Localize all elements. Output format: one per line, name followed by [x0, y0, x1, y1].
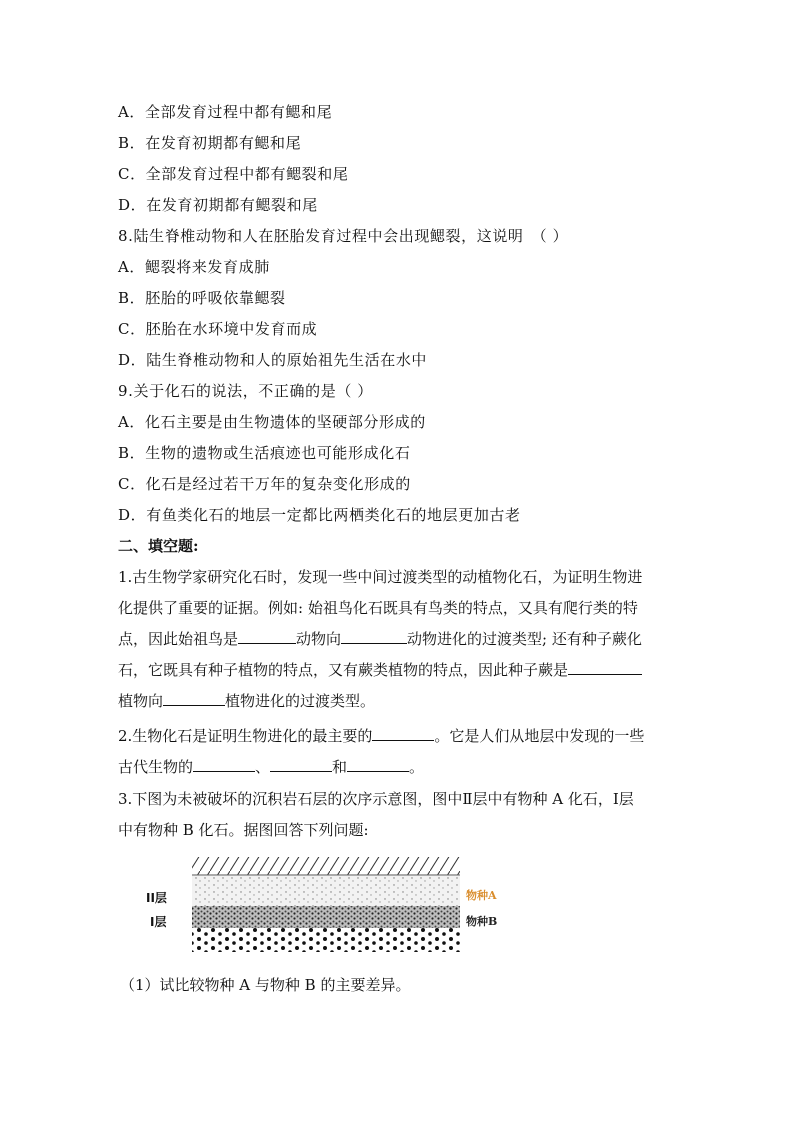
q9-option-a: A．化石主要是由生物遗体的坚硬部分形成的: [118, 413, 426, 431]
fill1-line1: 1.古生物学家研究化石时，发现一些中间过渡类型的动植物化石，为证明生物进: [118, 568, 643, 586]
fill2-blank-3[interactable]: [270, 757, 332, 772]
fill1-line3-text-c: 动物进化的过渡类型; 还有种子蕨化: [407, 630, 642, 648]
q9-stem: 9.关于化石的说法，不正确的是（ ）: [118, 382, 373, 400]
layer-2-label: II层: [146, 891, 167, 905]
fill1-line5: [118, 691, 375, 711]
fill2-blank-1[interactable]: [372, 726, 434, 741]
fill1-line4-text: 石，它既具有种子植物的特点，又有蕨类植物的特点，因此种子蕨是: [118, 661, 569, 679]
layer-2-texture: [192, 876, 460, 906]
fill2-line1-text-a: 2.生物化石是证明生物进化的最主要的: [118, 727, 373, 745]
fill2-line2-sep: 、: [255, 758, 271, 776]
fill3-line2: 中有物种 B 化石。据图回答下列问题:: [118, 821, 369, 839]
species-a-label: 物种A: [466, 889, 497, 902]
fill2-line2-text-a: 古代生物的: [118, 758, 194, 776]
fill1-line4: [118, 660, 642, 680]
q7-option-d: D．在发育初期都有鳃裂和尾: [118, 196, 318, 214]
fill1-line3-text-b: 动物向: [296, 630, 342, 648]
rock-layer-diagram: [140, 855, 520, 955]
fill1-line2: 化提供了重要的证据。例如: 始祖鸟化石既具有鸟类的特点，又具有爬行类的特: [118, 599, 638, 617]
fill1-line5-text-b: 植物进化的过渡类型。: [225, 692, 376, 710]
top-hatched-layer: [192, 857, 460, 875]
fill1-blank-2[interactable]: [341, 629, 407, 644]
q7-option-a: A．全部发育过程中都有鳃和尾: [118, 103, 333, 121]
q8-option-a: A．鳃裂将来发育成肺: [118, 258, 270, 276]
fill2-blank-4[interactable]: [347, 757, 409, 772]
fill1-line3-text-a: 点，因此始祖鸟是: [118, 630, 239, 648]
q8-option-c: C．胚胎在水环境中发育而成: [118, 320, 318, 338]
q8-option-d: D．陆生脊椎动物和人的原始祖先生活在水中: [118, 351, 428, 369]
q9-option-c: C．化石是经过若干万年的复杂变化形成的: [118, 475, 411, 493]
q9-option-d: D．有鱼类化石的地层一定都比两栖类化石的地层更加古老: [118, 506, 521, 524]
fill3-line1: 3.下图为未被破坏的沉积岩石层的次序示意图，图中Ⅱ层中有物种 A 化石，Ⅰ层: [118, 790, 634, 808]
q3-sub1: （1）试比较物种 A 与物种 B 的主要差异。: [120, 976, 411, 994]
layer-1-label: I层: [150, 915, 167, 929]
fill1-blank-3[interactable]: [568, 660, 642, 675]
fill2-line2: [118, 757, 424, 777]
q7-option-c: C．全部发育过程中都有鳃裂和尾: [118, 165, 349, 183]
fill1-line3: [118, 629, 642, 649]
layer-1-rock: [192, 906, 460, 928]
q8-option-b: B．胚胎的呼吸依靠鳃裂: [118, 289, 286, 307]
fill2-line1: [118, 726, 644, 746]
fill2-blank-2[interactable]: [193, 757, 255, 772]
fill2-line2-end: 。: [409, 758, 425, 776]
q8-stem: 8.陆生脊椎动物和人在胚胎发育过程中会出现鳃裂，这说明 （ ）: [118, 227, 569, 245]
species-b-label: 物种B: [466, 915, 498, 928]
fill1-blank-1[interactable]: [238, 629, 296, 644]
q9-option-b: B．生物的遗物或生活痕迹也可能形成化石: [118, 444, 411, 462]
rock-layer-svg: [140, 855, 520, 955]
fill1-blank-4[interactable]: [163, 691, 225, 706]
fill2-line2-and: 和: [332, 758, 348, 776]
fill2-line1-text-b: 。它是人们从地层中发现的一些: [434, 727, 645, 745]
section-title-fill-in: 二、填空题:: [118, 537, 199, 555]
fill1-line5-text-a: 植物向: [118, 692, 164, 710]
q7-option-b: B．在发育初期都有鳃和尾: [118, 134, 302, 152]
bottom-pebble-layer: [192, 928, 460, 952]
